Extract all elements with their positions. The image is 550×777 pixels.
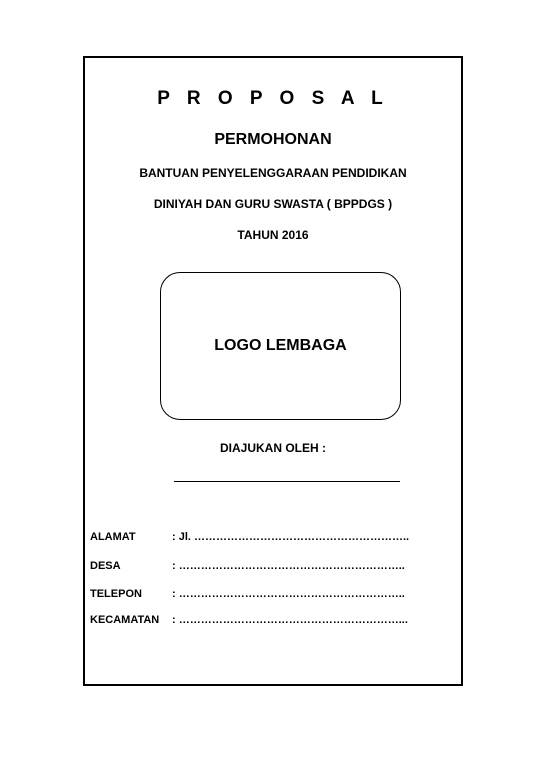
info-row-desa [90, 560, 405, 572]
info-value: : Jl. ………………………………………………….. [172, 531, 410, 543]
logo-placeholder-box [160, 272, 401, 420]
info-value: : …………………………………………………….. [172, 560, 405, 572]
info-row-kecamatan [90, 614, 408, 626]
logo-placeholder-text: LOGO LEMBAGA [214, 337, 347, 354]
proposal-subtitle: PERMOHONAN [214, 131, 332, 148]
signature-line [174, 481, 400, 482]
info-label: DESA [90, 560, 121, 572]
info-value: : …………………………………………………….. [172, 588, 405, 600]
proposal-year: TAHUN 2016 [237, 228, 309, 242]
proposal-title: P R O P O S A L [157, 88, 389, 109]
proposal-line-1: BANTUAN PENYELENGGARAAN PENDIDIKAN [139, 166, 407, 180]
info-row-telepon [90, 588, 405, 600]
submitted-by-label: DIAJUKAN OLEH : [219, 441, 326, 455]
info-row-alamat [90, 531, 409, 543]
proposal-line-2: DINIYAH DAN GURU SWASTA ( BPPDGS ) [153, 197, 393, 211]
info-label: TELEPON [90, 588, 142, 600]
info-label: ALAMAT [90, 531, 136, 543]
info-value: : ……………………………………………………... [172, 614, 408, 626]
info-label: KECAMATAN [90, 614, 160, 626]
